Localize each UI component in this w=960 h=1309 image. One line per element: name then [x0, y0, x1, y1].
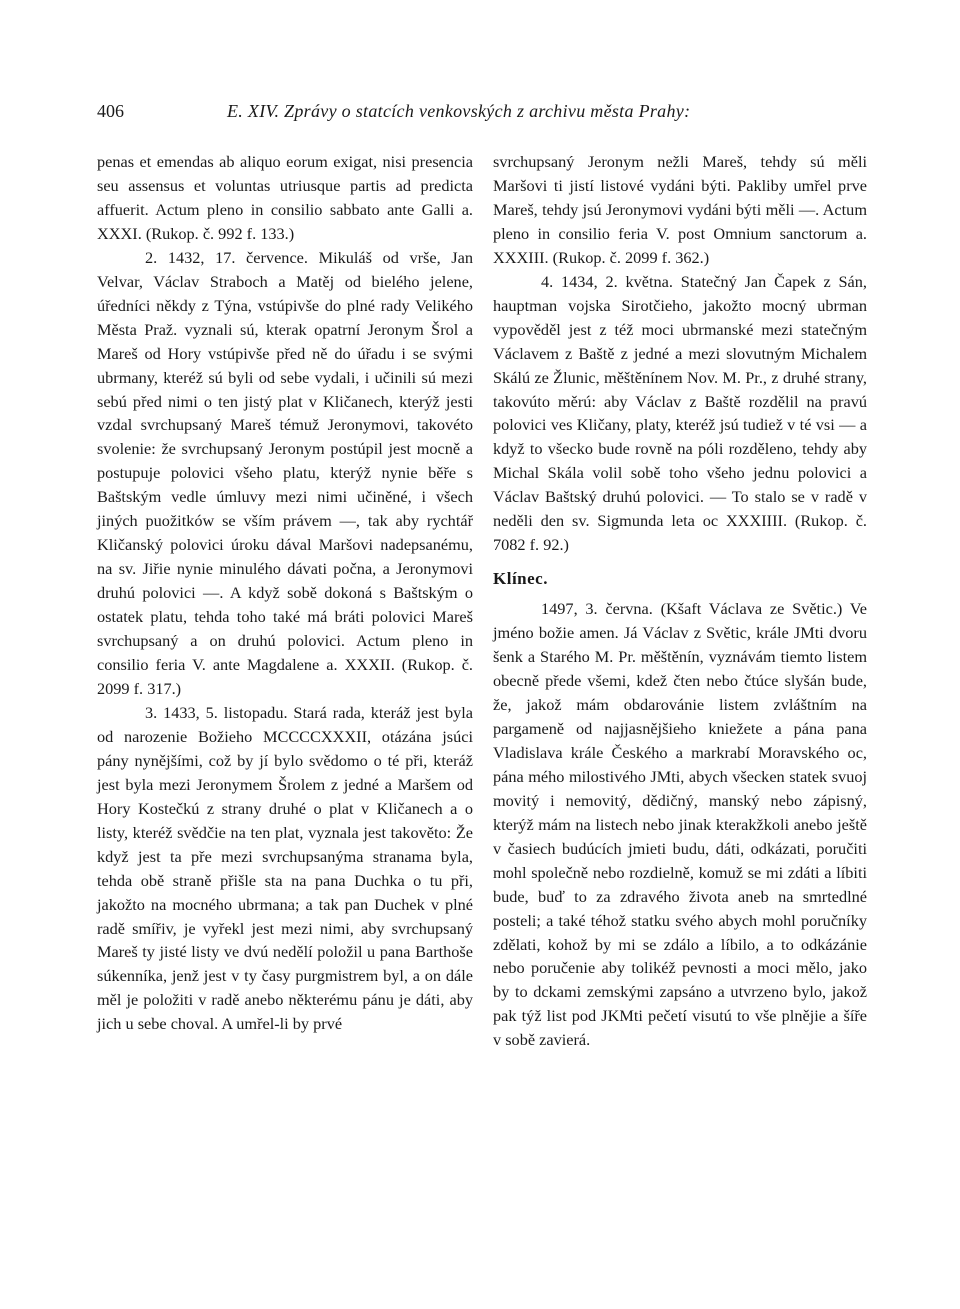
right-column	[493, 150, 867, 1052]
running-title: E. XIV. Zprávy o statcích venkovských z archivu města Prahy:	[227, 101, 691, 121]
paragraph: 1497, 3. června. (Kšaft Václava ze Světic.) Ve jméno božie amen. Já Václav z Světic, krále JMti dvoru šenk a Starého M. Pr. měštěnín, vyznávám tiemto listem obecně přede všemi, kdež čten nebo čtúce slyšán bude, že, jakož mám obdarovánie listem zvláštním na pargameně od najjasnějšieho kniežete a pána pana Vladislava krále Českého a markrabí Moravského oc, pána mého milostivého JMti, abych všecken statek svuoj movitý i nemovitý, dědičný, manský nebo zápisný, kterýž mám na listech nebo jinak kterakžkoli anebo ještě v časiech budúcích jmieti budu, dáti, odkázati, poručiti mohl společně nebo rozdielně, komuž se mi zdáti a líbiti bude, buď to za zdravého života aneb na smrtedlné posteli; a také téhož statku svého abych mohl poručníky zdělati, kohož by mi se zdálo a líbilo, a to odkázánie nebo poručenie aby tolikéž pevnosti a moci mělo, jako by to dckami zemskými zapsáno a utvrzeno bylo, jakož pak týž list pod JKMti pečetí visutú to vše plnějie a šíře v sobě zavierá.	[493, 599, 867, 1050]
column-divider	[483, 150, 484, 1150]
paragraph: penas et emendas ab aliquo eorum exigat, nisi presencia seu assensus et voluntas utriusque partis ad predicta affuerit. Actum pleno in consilio sabbato ante Galli a. XXXI. (Rukop. č. 992 f. 133.)	[97, 152, 473, 243]
left-column	[97, 150, 473, 1036]
section-heading: Klínec.	[493, 569, 548, 589]
page-header	[97, 101, 877, 127]
paragraph: 3. 1433, 5. listopadu. Stará rada, kteráž jest byla od narozenie Božieho MCCCCXXXII, otázána jsúci pány nynějšími, což by jí bylo svědomo o té při, kteráž jest byla mezi Jeronymem Šrolem z jedné a Maršem od Hory Kostečkú z strany druhé o plat v Kličanech a o listy, kteréž svědčie na ten plat, vyznala jest takověto: Že když jest ta pře mezi svrchupsanýma stranama byla, tehda obě straně přišle sta na pana Duchka o tu při, jakožto na mocného ubrmana; a tak pan Duchek v plné radě smířiv, je vyřekl jest mezi nimi, aby svrchupsaný Mareš ty jisté listy ve dvú nedělí položil u pana Barthoše súkenníka, jenž jest v ty časy purgmistrem byl, a on dále měl je položiti v radě anebo některému pánu je dáti, aby jich u sebe choval. A umřel-li by prvé	[97, 702, 473, 1034]
paragraph: svrchupsaný Jeronym nežli Mareš, tehdy sú měli Maršovi ti jistí listové vydáni býti. Pakliby umřel prve Mareš, tehdy jsú Jeronymovi vydáni býti měli —. Actum pleno in consilio feria V. post Omnium sanctorum a. XXXIII. (Rukop. č. 2099 f. 362.)	[493, 152, 867, 267]
page-number: 406	[97, 101, 124, 121]
paragraph: 2. 1432, 17. července. Mikuláš od vrše, Jan Velvar, Václav Straboch a Matěj od bielého jelene, úředníci někdy z Týna, vstúpivše do plné rady Velikého Města Praž. vyznali sú, kterak opatrní Jeronym Šrol a Mareš od Hory vstúpivše před ně do úřadu i se svými ubrmany, kteréž sú byli od sebe vydali, i učinili sú mezi sebú před nimi o ten jistý plat v Kličanech, kterýž jesti vzdal svrchupsaný Mareš témuž Jeronymovi, takovéto svolenie: že svrchupsaný Jeronym postúpil jest mocně a postupuje polovici všeho platu, kterýž nynie běře s Baštským vedle úmluvy mezi nimi učiněné, i všech jiných puožitków se vším právem —, tak aby rychtář Kličanský polovici úroku dával Maršovi nadepsanému, na sv. Jiřie nynie minulého dávati počna, a Jeronymovi druhú polovici —. A když sobě dokoná s Baštským o ostatek platu, tehda toho také má bráti polovici Mareš svrchupsaný a on druhú polovici. Actum pleno in consilio feria V. ante Magdalene a. XXXII. (Rukop. č. 2099 f. 317.)	[97, 247, 473, 698]
paragraph: 4. 1434, 2. května. Statečný Jan Čapek z Sán, hauptman vojska Sirotčieho, jakožto mocný ubrman vypověděl jest z též moci ubrmanské mezi statečným Václavem z Baště z jedné a mezi slovutným Michalem Skálú ze Žlunic, měštěnínem Nov. M. Pr., z druhé strany, takovúto měrú: aby Václav z Baště rozdělil na pravú polovici ves Kličany, platy, kteréž jsú tudiež v té vsi — a když to všecko bude rovně na póli rozděleno, tehdy aby Michal Skála volil sobě toho všeho jednu polovici a Václav Baštský druhú polovici. — To stalo se v radě v neděli den sv. Sigmunda leta oc XXXIIII. (Rukop. č. 7082 f. 92.)	[493, 271, 867, 555]
